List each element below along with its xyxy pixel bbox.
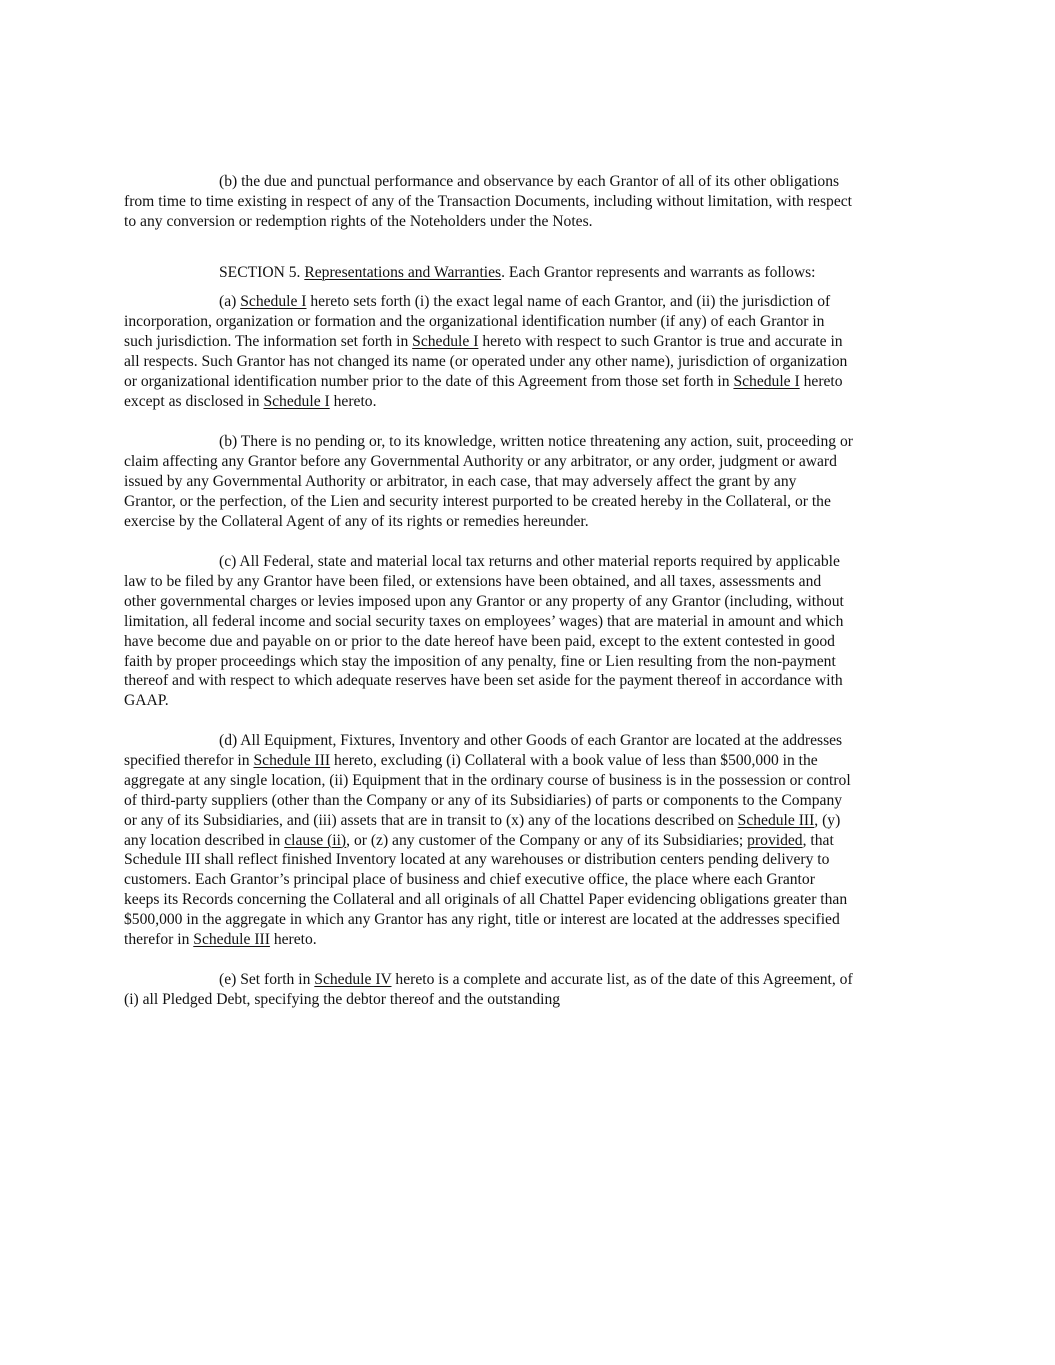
text-line: issued by any Governmental Authority or arbitrator, in each case, that may adversely affect the grant by any — [124, 472, 797, 490]
text-line: have become due and payable on or prior to the date hereof have been paid, except to the extent contested in good — [124, 632, 835, 650]
text-line: $500,000 in the aggregate in which any Grantor has any right, title or interest are located at the addresses specified — [124, 911, 840, 929]
text-line: from time to time existing in respect of any of the Transaction Documents, including without limitation, with respect — [124, 192, 853, 210]
text-line: or organizational identification number prior to the date of this Agreement from those set forth in Schedule I hereto — [124, 372, 843, 390]
schedule-reference: Schedule III — [253, 751, 331, 769]
text-line: (a) Schedule I hereto sets forth (i) the exact legal name of each Grantor, and (ii) the jurisdiction of — [219, 293, 831, 310]
text-line: Schedule III shall reflect finished Inventory located at any warehouses or distribution centers pending delivery to — [124, 851, 830, 869]
paragraph-e — [124, 970, 932, 1010]
schedule-reference: Schedule III — [737, 811, 815, 829]
text-line: thereof and with respect to which adequate reserves have been set aside for the payment thereof in accordance with — [124, 672, 843, 690]
text-line: (e) Set forth in Schedule IV hereto is a complete and accurate list, as of the date of this Agreement, of — [219, 971, 853, 988]
text-line: law to be filed by any Grantor have been filed, or extensions have been obtained, and all taxes, assessments and — [124, 572, 822, 590]
text-line: (i) all Pledged Debt, specifying the debtor thereof and the outstanding — [124, 990, 561, 1008]
paragraph-d — [124, 731, 932, 950]
text-line: customers. Each Grantor’s principal place of business and chief executive office, the place where each Grantor — [124, 871, 815, 889]
text-line: GAAP. — [124, 692, 169, 710]
text-line: of third-party suppliers (other than the Company or any of its Subsidiaries) of parts or components to the Company — [124, 791, 843, 809]
schedule-reference: Schedule I — [733, 372, 800, 390]
paragraph-b — [124, 432, 932, 532]
text-line: (b) the due and punctual performance and observance by each Grantor of all of its other obligations — [219, 173, 840, 190]
text-line: such jurisdiction. The information set forth in Schedule I hereto with respect to such Grantor is true and accurate in — [124, 332, 843, 350]
text-line: SECTION 5. Representations and Warranties. Each Grantor represents and warrants as follows: — [219, 264, 816, 281]
text-line: therefor in Schedule III hereto. — [124, 931, 317, 949]
provided-term: provided — [747, 831, 803, 849]
schedule-reference: Schedule I — [263, 392, 330, 410]
text-line: limitation, all federal income and social security taxes on employees’ wages) that are material in amount and which — [124, 612, 844, 630]
text-line: keeps its Records concerning the Collateral and all originals of all Chattel Paper evidencing obligations greater than — [124, 891, 848, 909]
text-line: (c) All Federal, state and material local tax returns and other material reports required by applicable — [219, 553, 840, 570]
text-line: any location described in clause (ii), or (z) any customer of the Company or any of its Subsidiaries; provided, that — [124, 831, 834, 849]
text-line: or any of its Subsidiaries, and (iii) assets that are in transit to (x) any of the locations described on Schedule III, (y) — [124, 811, 841, 829]
text-line: incorporation, organization or formation and the organizational identification number (if any) of each Grantor in — [124, 312, 825, 330]
text-line: to any conversion or redemption rights of the Noteholders under the Notes. — [124, 212, 593, 230]
paragraph-a — [124, 292, 932, 411]
schedule-reference: Schedule I — [240, 293, 307, 310]
text-line: exercise by the Collateral Agent of any of its rights or remedies hereunder. — [124, 512, 589, 530]
schedule-reference: Schedule I — [412, 332, 479, 350]
text-line: aggregate at any single location, (ii) Equipment that in the ordinary course of business is in the possession or control — [124, 771, 851, 789]
section-5-heading — [124, 263, 932, 283]
text-line: all respects. Such Grantor has not changed its name (or operated under any other name), jurisdiction of organization — [124, 352, 848, 370]
schedule-reference: Schedule IV — [314, 971, 392, 988]
clause-reference: clause (ii) — [284, 831, 347, 849]
text-line: (d) All Equipment, Fixtures, Inventory and other Goods of each Grantor are located at the addresses — [219, 732, 843, 749]
schedule-reference: Schedule III — [193, 931, 270, 949]
section-title: Representations and Warranties — [304, 264, 502, 281]
text-line: specified therefor in Schedule III hereto, excluding (i) Collateral with a book value of less than $500,000 in the — [124, 751, 818, 769]
text-line: Grantor, or the perfection, of the Lien and security interest purported to be created hereby in the Collateral, or the — [124, 492, 831, 510]
paragraph-c — [124, 552, 932, 711]
text-line: except as disclosed in Schedule I hereto. — [124, 392, 377, 410]
text-line: (b) There is no pending or, to its knowledge, written notice threatening any action, suit, proceeding or — [219, 433, 853, 450]
text-line: faith by proper proceedings which stay the imposition of any penalty, fine or Lien resulting from the non-payment — [124, 652, 836, 670]
text-line: claim affecting any Grantor before any Governmental Authority or any arbitrator, or any order, judgment or award — [124, 452, 837, 470]
text-line: other governmental charges or levies imposed upon any Grantor or any property of any Grantor (including, without — [124, 592, 844, 610]
paragraph-b-performance — [124, 172, 932, 232]
